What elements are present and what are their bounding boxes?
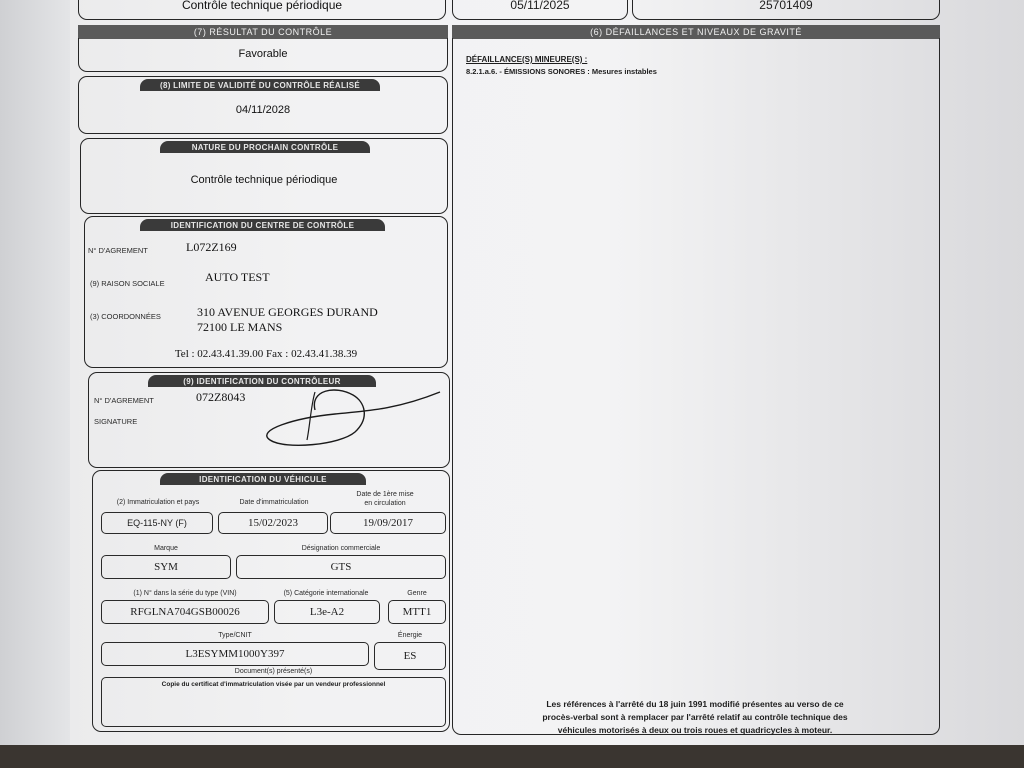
controleur-agrement-value: 072Z8043 — [196, 390, 246, 404]
validity-value: 04/11/2028 — [235, 104, 291, 116]
top-nature-value: Contrôle technique périodique — [181, 0, 343, 12]
centre-raison-label: (9) RAISON SOCIALE — [90, 279, 165, 288]
vin-field: RFGLNA704GSB00026 — [101, 600, 269, 624]
controleur-header: (9) IDENTIFICATION DU CONTRÔLEUR — [148, 375, 376, 387]
footer-notice — [470, 698, 920, 737]
genre-field: MTT1 — [388, 600, 446, 624]
centre-agrement-value: L072Z169 — [186, 240, 237, 254]
documents-value: Copie du certificat d'immatriculation visée par un vendeur professionnel — [161, 681, 386, 688]
energie-label: Énergie — [397, 632, 423, 639]
result-value: Favorable — [238, 48, 288, 60]
designation-label: Désignation commerciale — [301, 545, 381, 552]
centre-address-1: 310 AVENUE GEORGES DURAND — [197, 305, 378, 319]
categorie-label: (5) Catégorie internationale — [283, 590, 369, 597]
first-circ-label-2: en circulation — [364, 500, 406, 507]
page-left-shadow — [0, 0, 70, 745]
next-control-header: NATURE DU PROCHAIN CONTRÔLE — [160, 141, 370, 153]
defect-line: 8.2.1.a.6. - ÉMISSIONS SONORES : Mesures instables — [466, 67, 657, 76]
top-number-value: 25701409 — [759, 0, 813, 12]
defects-header: (6) DÉFAILLANCES ET NIVEAUX DE GRAVITÉ — [452, 25, 940, 39]
centre-agrement-label: N° D'AGREMENT — [88, 246, 148, 255]
validity-header: (8) LIMITE DE VALIDITÉ DU CONTRÔLE RÉALISÉ — [140, 79, 380, 91]
vin-label: (1) N° dans la série du type (VIN) — [133, 590, 237, 597]
documents-label: Document(s) présenté(s) — [234, 668, 313, 675]
type-label: Type/CNIT — [218, 632, 252, 639]
result-header: (7) RÉSULTAT DU CONTRÔLE — [78, 25, 448, 39]
defects-box — [452, 38, 940, 735]
footer-line-2: procès-verbal sont à remplacer par l'arrêté relatif au contrôle technique des — [542, 712, 848, 722]
vehicle-header: IDENTIFICATION DU VÉHICULE — [160, 473, 366, 485]
designation-field: GTS — [236, 555, 446, 579]
centre-address-2: 72100 LE MANS — [197, 320, 283, 334]
defects-title: DÉFAILLANCE(S) MINEURE(S) : — [466, 55, 588, 64]
footer-line-1: Les références à l'arrêté du 18 juin 1991 modifié présentes au verso de ce — [546, 699, 844, 709]
next-control-value: Contrôle technique périodique — [190, 174, 338, 186]
centre-coord-label: (3) COORDONNÉES — [90, 312, 161, 321]
marque-field: SYM — [101, 555, 231, 579]
first-circ-field: 19/09/2017 — [330, 512, 446, 534]
centre-box — [84, 216, 448, 368]
table-surface — [0, 745, 1024, 768]
immat-field: EQ-115-NY (F) — [101, 512, 213, 534]
energie-field: ES — [374, 642, 446, 670]
centre-raison-value: AUTO TEST — [205, 270, 270, 284]
immat-label: (2) Immatriculation et pays — [116, 499, 200, 506]
date-immat-label: Date d'immatriculation — [239, 499, 309, 506]
footer-line-3: véhicules motorisés à deux ou trois roues et quadricycles à moteur. — [557, 725, 833, 735]
type-field: L3ESYMM1000Y397 — [101, 642, 369, 666]
controleur-signature-label: SIGNATURE — [94, 417, 138, 426]
centre-header: IDENTIFICATION DU CENTRE DE CONTRÔLE — [140, 219, 385, 231]
first-circ-label-1: Date de 1ère mise — [356, 491, 414, 498]
signature-mark — [255, 380, 450, 455]
marque-label: Marque — [154, 545, 178, 552]
controleur-agrement-label: N° D'AGREMENT — [94, 396, 154, 405]
genre-label: Genre — [407, 590, 427, 597]
top-date-value: 05/11/2025 — [510, 0, 570, 12]
centre-phone: Tel : 02.43.41.39.00 Fax : 02.43.41.38.39 — [174, 348, 358, 360]
date-immat-field: 15/02/2023 — [218, 512, 328, 534]
categorie-field: L3e-A2 — [274, 600, 380, 624]
